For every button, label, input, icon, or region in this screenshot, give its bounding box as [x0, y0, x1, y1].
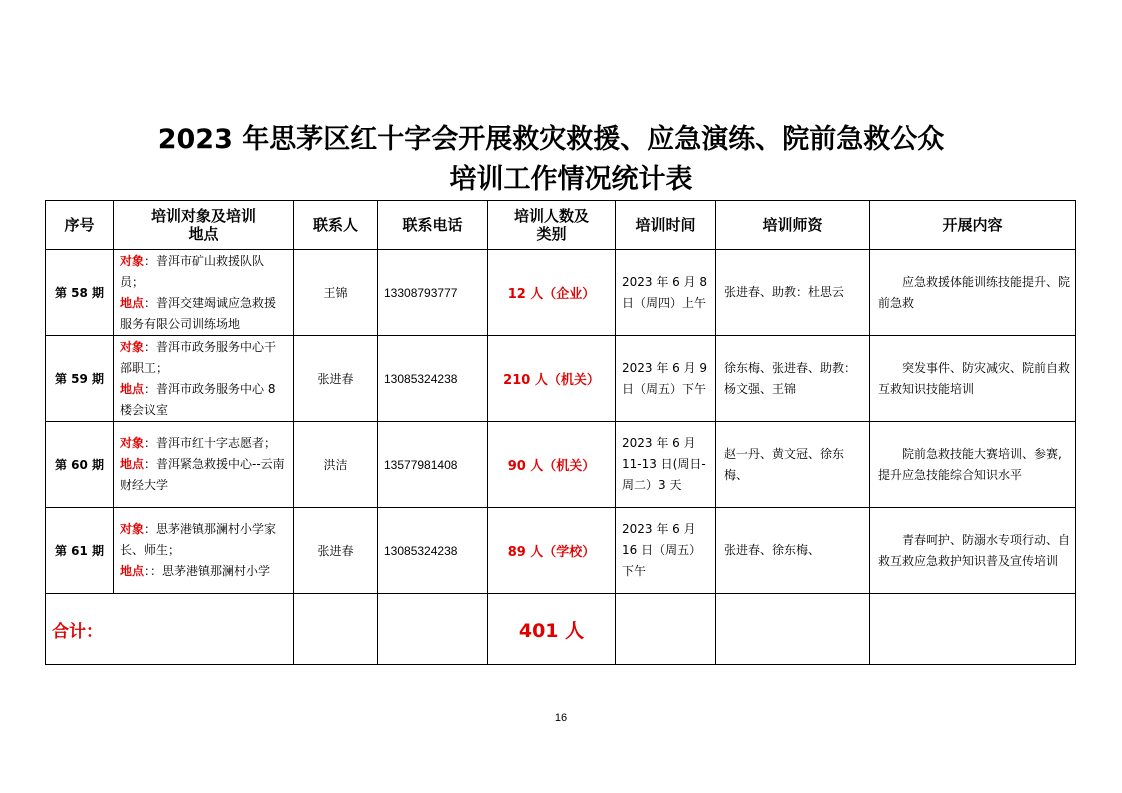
time-cell: 2023 年 6 月 9 日（周五）下午: [616, 336, 716, 422]
count-cell: 90 人（机关）: [488, 422, 616, 508]
contact-cell: 张进春: [294, 336, 378, 422]
time-cell: 2023 年 6 月 8 日（周四）上午: [616, 250, 716, 336]
teacher-cell: 张进春、助教：杜思云: [716, 250, 870, 336]
empty-cell: [616, 594, 716, 665]
document-title-line1: 2023 年思茅区红十字会开展救灾救援、应急演练、院前急救公众: [157, 124, 945, 155]
header-content: 开展内容: [870, 201, 1076, 250]
empty-cell: [294, 594, 378, 665]
period-cell: 第 60 期: [46, 422, 114, 508]
empty-cell: [716, 594, 870, 665]
phone-cell: 13577981408: [378, 422, 488, 508]
header-target-line1: 培训对象及培训: [150, 207, 256, 225]
table-row: [46, 508, 1076, 594]
header-contact: 联系人: [294, 201, 378, 250]
contact-cell: 张进春: [294, 508, 378, 594]
count-cell: 210 人（机关）: [488, 336, 616, 422]
empty-cell: [378, 594, 488, 665]
location-label: 地点: [120, 295, 145, 310]
object-text: ：普洱市政务服务中心干部职工；: [120, 339, 277, 375]
object-text: ：思茅港镇那澜村小学家长、师生；: [120, 522, 277, 557]
phone-cell: 13085324238: [378, 336, 488, 422]
target-cell: [114, 250, 294, 336]
object-label: 对象: [120, 522, 145, 536]
header-count-line1: 培训人数及: [513, 207, 589, 225]
location-label: 地点: [120, 564, 145, 578]
time-cell: 2023 年 6 月 11-13 日(周日-周二）3 天: [616, 422, 716, 508]
target-cell: [114, 422, 294, 508]
count-cell: 12 人（企业）: [488, 250, 616, 336]
table-row: [46, 336, 1076, 422]
header-seq: 序号: [46, 201, 114, 250]
phone-cell: 13308793777: [378, 250, 488, 336]
period-cell: 第 58 期: [46, 250, 114, 336]
target-cell: [114, 508, 294, 594]
header-count-line2: 类别: [536, 225, 567, 243]
object-text: ：普洱市红十字志愿者；: [144, 436, 277, 450]
empty-cell: [870, 594, 1076, 665]
contact-cell: 洪洁: [294, 422, 378, 508]
table-row: [46, 422, 1076, 508]
page-number: 16: [554, 712, 568, 724]
period-cell: 第 61 期: [46, 508, 114, 594]
header-count: [488, 201, 616, 250]
location-label: 地点: [120, 381, 145, 396]
time-cell: 2023 年 6 月 16 日（周五）下午: [616, 508, 716, 594]
object-label: 对象: [120, 436, 145, 450]
target-cell: [114, 336, 294, 422]
header-target: [114, 201, 294, 250]
content-cell: 突发事件、防灾减灾、院前自救互救知识技能培训: [870, 336, 1076, 422]
teacher-cell: 徐东梅、张进春、助教：杨文强、王锦: [716, 336, 870, 422]
content-cell: 青春呵护、防溺水专项行动、自救互救应急救护知识普及宣传培训: [870, 508, 1076, 594]
table-row: [46, 250, 1076, 336]
location-text: ：普洱紧急救援中心--云南财经大学: [120, 457, 285, 492]
teacher-cell: 张进春、徐东梅、: [716, 508, 870, 594]
location-text: ：普洱交建竭诚应急救援服务有限公司训练场地: [120, 295, 277, 331]
content-cell: 院前急救技能大赛培训、参赛,提升应急技能综合知识水平: [870, 422, 1076, 508]
object-label: 对象: [120, 339, 145, 354]
document-title-line2: 培训工作情况统计表: [449, 164, 693, 195]
header-teacher: 培训师资: [716, 201, 870, 250]
location-text: ：：思茅港镇那澜村小学: [144, 564, 271, 578]
teacher-cell: 赵一丹、黄文冠、徐东梅、: [716, 422, 870, 508]
content-cell: 应急救援体能训练技能提升、院前急救: [870, 250, 1076, 336]
total-label: 合计：: [46, 594, 294, 665]
header-phone: 联系电话: [378, 201, 488, 250]
header-time: 培训时间: [616, 201, 716, 250]
table-header-row: [46, 201, 1076, 250]
header-target-line2: 地点: [188, 225, 219, 243]
total-row: [46, 594, 1076, 665]
contact-cell: 王锦: [294, 250, 378, 336]
object-text: ：普洱市矿山救援队队员；: [120, 253, 265, 289]
total-value: 401 人: [488, 594, 616, 665]
period-cell: 第 59 期: [46, 336, 114, 422]
phone-cell: 13085324238: [378, 508, 488, 594]
location-text: ：普洱市政务服务中心 8 楼会议室: [120, 381, 276, 417]
training-statistics-table: [45, 200, 1076, 665]
count-cell: 89 人（学校）: [488, 508, 616, 594]
object-label: 对象: [120, 253, 145, 268]
location-label: 地点: [120, 457, 145, 471]
